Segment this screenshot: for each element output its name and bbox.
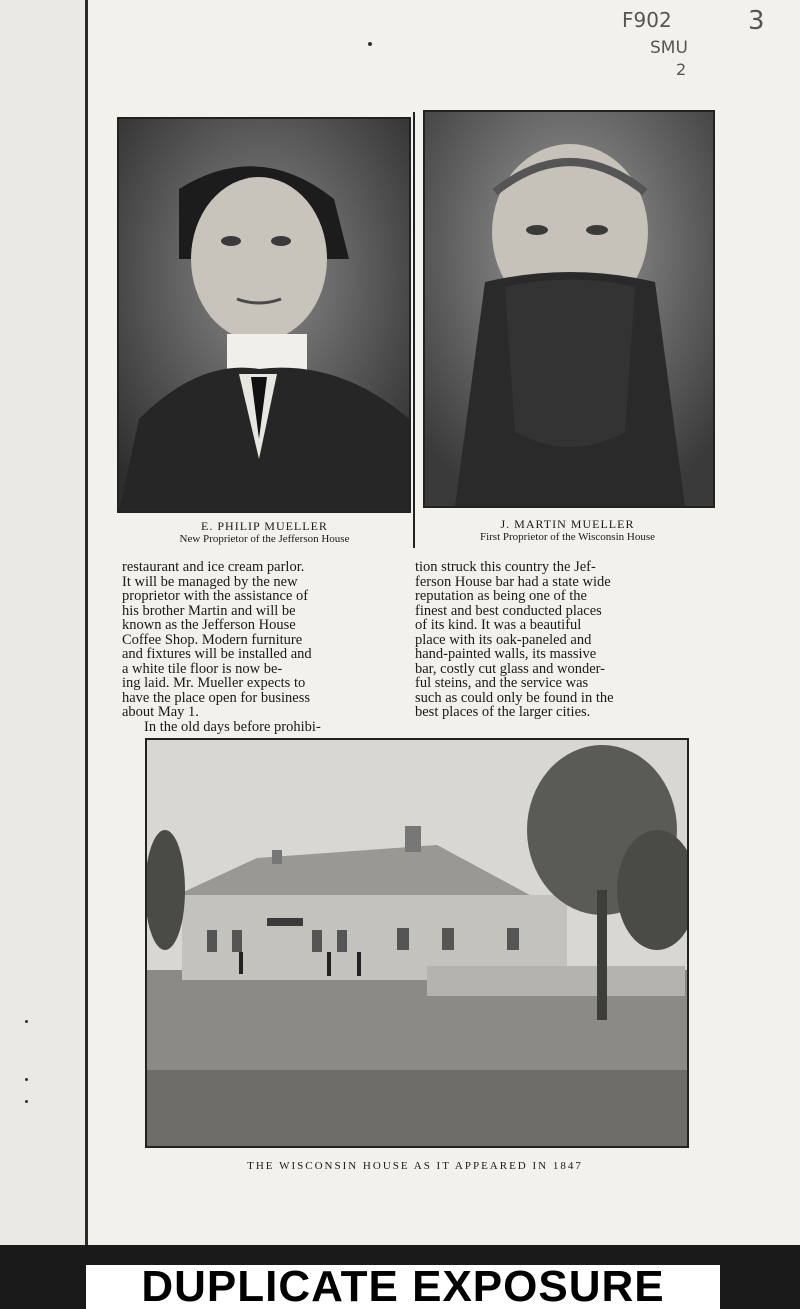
text-line: such as could only be found in the bbox=[415, 689, 614, 706]
portrait-martin-mueller bbox=[423, 110, 715, 508]
duplicate-exposure-banner: DUPLICATE EXPOSURE bbox=[86, 1265, 720, 1309]
handwritten-code: F902 bbox=[622, 8, 672, 32]
text-line: ferson House bar had a state wide bbox=[415, 573, 611, 590]
text-line: tion struck this country the Jef- bbox=[415, 559, 596, 575]
text-line: bar, costly cut glass and wonder- bbox=[415, 660, 605, 677]
handwritten-num: 2 bbox=[676, 60, 687, 79]
text-line: Coffee Shop. Modern furniture bbox=[122, 631, 303, 648]
text-line: proprietor with the assistance of bbox=[122, 588, 309, 604]
page-number: 3 bbox=[748, 6, 765, 36]
text-line: ful steins, and the service was bbox=[415, 675, 589, 691]
margin-rule bbox=[85, 0, 88, 1250]
photo-wisconsin-house bbox=[145, 738, 689, 1148]
text-line: restaurant and ice cream parlor. bbox=[122, 559, 305, 575]
text-line: known as the Jefferson House bbox=[122, 617, 296, 633]
text-line: In the old days before prohibi- bbox=[144, 718, 321, 735]
text-line: hand-painted walls, its massive bbox=[415, 646, 597, 662]
portrait-philip-mueller bbox=[117, 117, 411, 513]
page-margin bbox=[0, 0, 86, 1250]
text-line: It will be managed by the new bbox=[122, 573, 298, 590]
bottom-photo-caption: THE WISCONSIN HOUSE AS IT APPEARED IN 1847 bbox=[247, 1160, 583, 1172]
text-line: and fixtures will be installed and bbox=[122, 646, 312, 662]
text-line: best places of the larger cities. bbox=[415, 704, 591, 720]
text-line: place with its oak-paneled and bbox=[415, 631, 592, 648]
caption-right bbox=[420, 518, 715, 544]
text-line: a white tile floor is now be- bbox=[122, 660, 283, 677]
text-line: about May 1. bbox=[122, 704, 199, 720]
caption-left-title: New Proprietor of the Jefferson House bbox=[179, 533, 350, 545]
article-column-right bbox=[415, 560, 707, 720]
text-line: of its kind. It was a beautiful bbox=[415, 617, 582, 633]
text-line: finest and best conducted places bbox=[415, 602, 602, 619]
caption-left-name: E. PHILIP MUELLER bbox=[201, 519, 328, 533]
caption-right-name: J. MARTIN MUELLER bbox=[500, 517, 635, 531]
article-column-left bbox=[122, 560, 414, 734]
caption-left bbox=[117, 520, 412, 546]
text-line: his brother Martin and will be bbox=[122, 602, 296, 619]
handwritten-sub: SMU bbox=[650, 38, 688, 58]
caption-right-title: First Proprietor of the Wisconsin House bbox=[479, 531, 656, 543]
column-divider bbox=[413, 112, 415, 548]
text-line: reputation as being one of the bbox=[415, 588, 587, 604]
text-line: ing laid. Mr. Mueller expects to bbox=[122, 675, 306, 691]
text-line: have the place open for business bbox=[122, 689, 311, 706]
